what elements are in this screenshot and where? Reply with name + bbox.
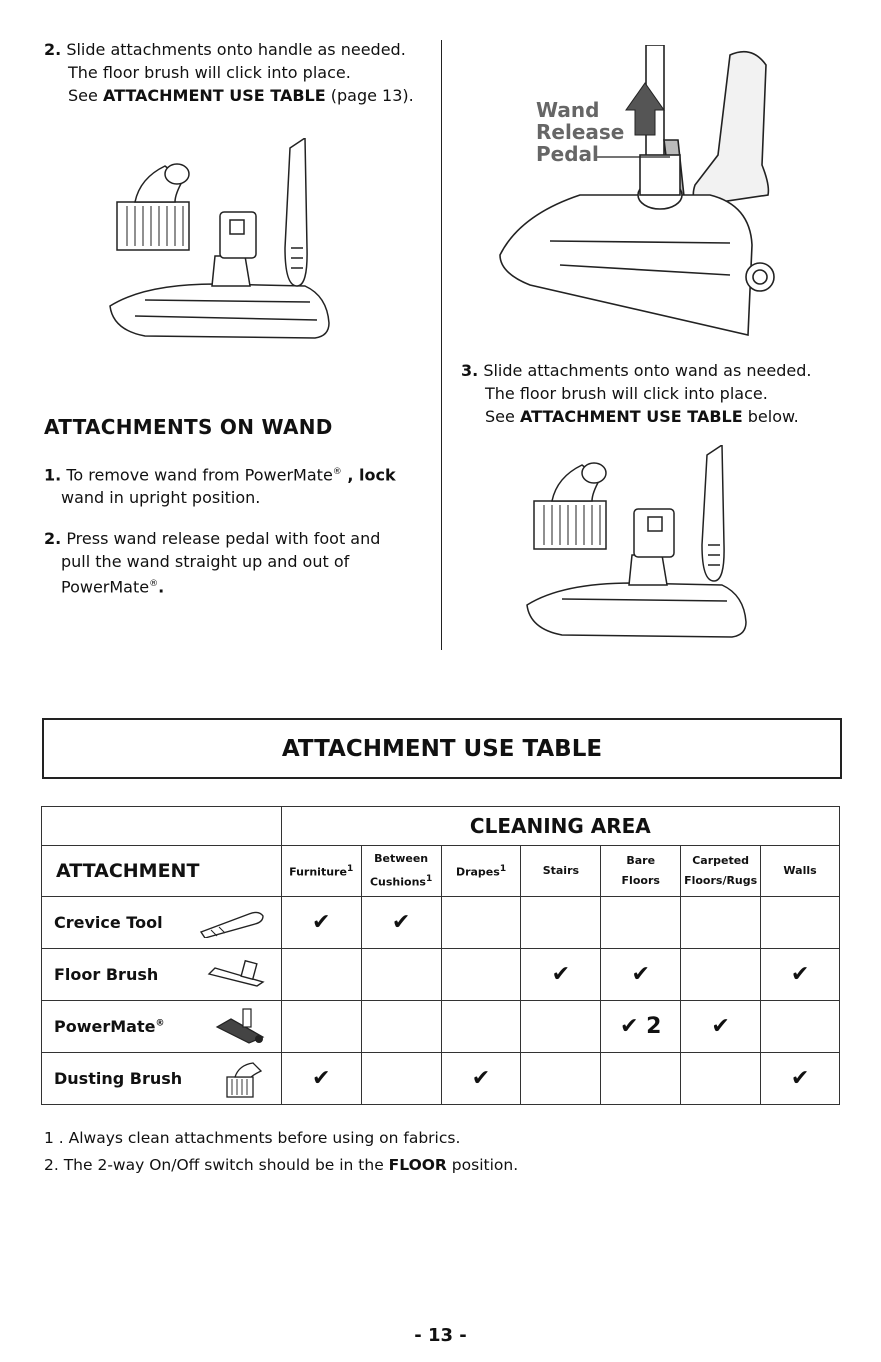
check-cell: ✔ xyxy=(361,897,441,949)
footnote-text: 2. The 2-way On/Off switch should be in the xyxy=(44,1156,389,1174)
check-cell xyxy=(521,1053,601,1105)
attachment-header: ATTACHMENT xyxy=(42,846,282,897)
check-cell: ✔ xyxy=(761,1053,840,1105)
footnote-mark: 1 xyxy=(499,864,507,875)
footnote-bold: FLOOR xyxy=(388,1156,447,1174)
table-row xyxy=(42,1053,840,1105)
column-header xyxy=(441,846,521,897)
attachments-illustration xyxy=(105,138,337,348)
registered-mark: ® xyxy=(332,467,342,477)
check-cell xyxy=(761,1001,840,1053)
empty-corner-cell xyxy=(42,807,282,846)
footnotes xyxy=(44,1125,844,1179)
attachment-name-cell xyxy=(42,1001,282,1053)
check-cell xyxy=(281,1001,361,1053)
column-header-line: Bare xyxy=(626,854,656,867)
step-number: 2. xyxy=(44,529,62,548)
step-text: See xyxy=(485,407,520,426)
floor-brush-icon xyxy=(207,958,267,992)
check-cell xyxy=(361,949,441,1001)
check-cell: ✔ xyxy=(441,1053,521,1105)
check-cell: ✔ xyxy=(761,949,840,1001)
check-cell xyxy=(441,949,521,1001)
step-text: PowerMate xyxy=(61,577,150,597)
check-cell xyxy=(521,1001,601,1053)
step-text: The floor brush will click into place. xyxy=(485,384,768,403)
column-header xyxy=(761,846,840,897)
attachment-name: Crevice Tool xyxy=(54,913,163,932)
cleaning-area-header: CLEANING AREA xyxy=(281,807,839,846)
callout-line: Pedal xyxy=(536,142,599,166)
step-text: Slide attachments onto handle as needed. xyxy=(66,40,406,59)
column-header xyxy=(601,846,681,897)
step-2-handle xyxy=(44,38,439,107)
attachment-use-table xyxy=(41,806,840,1105)
crevice-tool-icon xyxy=(197,908,267,938)
footnote-1 xyxy=(44,1125,844,1152)
table-reference: ATTACHMENT USE TABLE xyxy=(102,86,326,105)
check-cell xyxy=(281,949,361,1001)
column-header xyxy=(681,846,761,897)
table-reference: ATTACHMENT USE TABLE xyxy=(519,407,743,426)
check-cell xyxy=(681,897,761,949)
column-header-line: Between xyxy=(374,852,429,866)
step-text: The floor brush will click into place. xyxy=(68,63,351,82)
footnote-2 xyxy=(44,1152,844,1179)
check-cell xyxy=(361,1001,441,1053)
step-number: 3. xyxy=(461,361,479,380)
callout-line: Wand xyxy=(536,98,600,122)
attachment-name-cell xyxy=(42,1053,282,1105)
column-header xyxy=(281,846,361,897)
check-cell xyxy=(441,1001,521,1053)
callout-line: Release xyxy=(536,120,625,144)
dusting-brush-icon xyxy=(223,1059,267,1099)
step-text: pull the wand straight up and out of xyxy=(61,552,350,571)
section-heading: ATTACHMENTS ON WAND xyxy=(44,415,333,439)
registered-mark: ® xyxy=(155,1018,165,1029)
registered-mark: ® xyxy=(149,579,159,589)
table-row xyxy=(42,949,840,1001)
powermate-illustration xyxy=(490,45,790,345)
check-cell: ✔ 2 xyxy=(601,1001,681,1053)
step-text: Slide attachments onto wand as needed. xyxy=(483,361,812,380)
check-cell xyxy=(681,1053,761,1105)
check-cell: ✔ xyxy=(681,1001,761,1053)
column-header xyxy=(361,846,441,897)
footnote-text: position. xyxy=(446,1156,519,1174)
attachment-name-cell xyxy=(42,949,282,1001)
step-text: . xyxy=(158,577,165,597)
column-header xyxy=(521,846,601,897)
column-header-line: Furniture xyxy=(289,865,347,879)
column-header-line: Floors/Rugs xyxy=(684,874,758,887)
check-cell xyxy=(441,897,521,949)
powermate-icon xyxy=(215,1007,267,1047)
step-text: , lock xyxy=(341,465,396,485)
check-cell: ✔ xyxy=(281,1053,361,1105)
step-text: To remove wand from PowerMate xyxy=(66,465,333,485)
attachment-name: PowerMate xyxy=(54,1017,156,1036)
step-3-wand xyxy=(461,359,871,428)
page-number: - 13 - xyxy=(414,1325,467,1346)
step-text: (page 13). xyxy=(325,86,414,105)
column-header-line: Walls xyxy=(783,864,817,877)
footnote-text: 1 . Always clean attachments before using on fabrics. xyxy=(44,1129,461,1147)
column-header-line: Floors xyxy=(621,874,660,887)
table-row xyxy=(42,1001,840,1053)
wand-release-pedal-callout xyxy=(536,99,624,165)
check-cell xyxy=(761,897,840,949)
check-cell: ✔ xyxy=(521,949,601,1001)
check-cell xyxy=(521,897,601,949)
column-header-line: Cushions xyxy=(369,875,426,889)
check-cell xyxy=(361,1053,441,1105)
wand-step-2 xyxy=(44,527,434,598)
column-header-line: Carpeted xyxy=(692,854,750,867)
check-cell: ✔ xyxy=(281,897,361,949)
step-text: Press wand release pedal with foot and xyxy=(66,529,381,548)
step-number: 2. xyxy=(44,40,62,59)
step-text: See xyxy=(68,86,103,105)
step-text: wand in upright position. xyxy=(61,488,261,508)
attachment-name: Dusting Brush xyxy=(54,1069,183,1088)
column-header-line: Drapes xyxy=(455,865,500,879)
footnote-mark: 1 xyxy=(346,864,354,875)
check-cell xyxy=(601,1053,681,1105)
table-title: ATTACHMENT USE TABLE xyxy=(42,718,842,779)
footnote-mark: 1 xyxy=(425,874,433,885)
column-header-line: Stairs xyxy=(542,864,580,877)
step-text: below. xyxy=(742,407,799,426)
attachments-illustration-wand xyxy=(522,445,754,645)
check-cell xyxy=(681,949,761,1001)
column-divider xyxy=(441,40,442,650)
wand-step-1 xyxy=(44,461,434,509)
check-cell xyxy=(601,897,681,949)
check-cell: ✔ xyxy=(601,949,681,1001)
step-number: 1. xyxy=(44,465,62,485)
attachment-name: Floor Brush xyxy=(54,965,159,984)
table-row xyxy=(42,897,840,949)
attachment-name-cell xyxy=(42,897,282,949)
